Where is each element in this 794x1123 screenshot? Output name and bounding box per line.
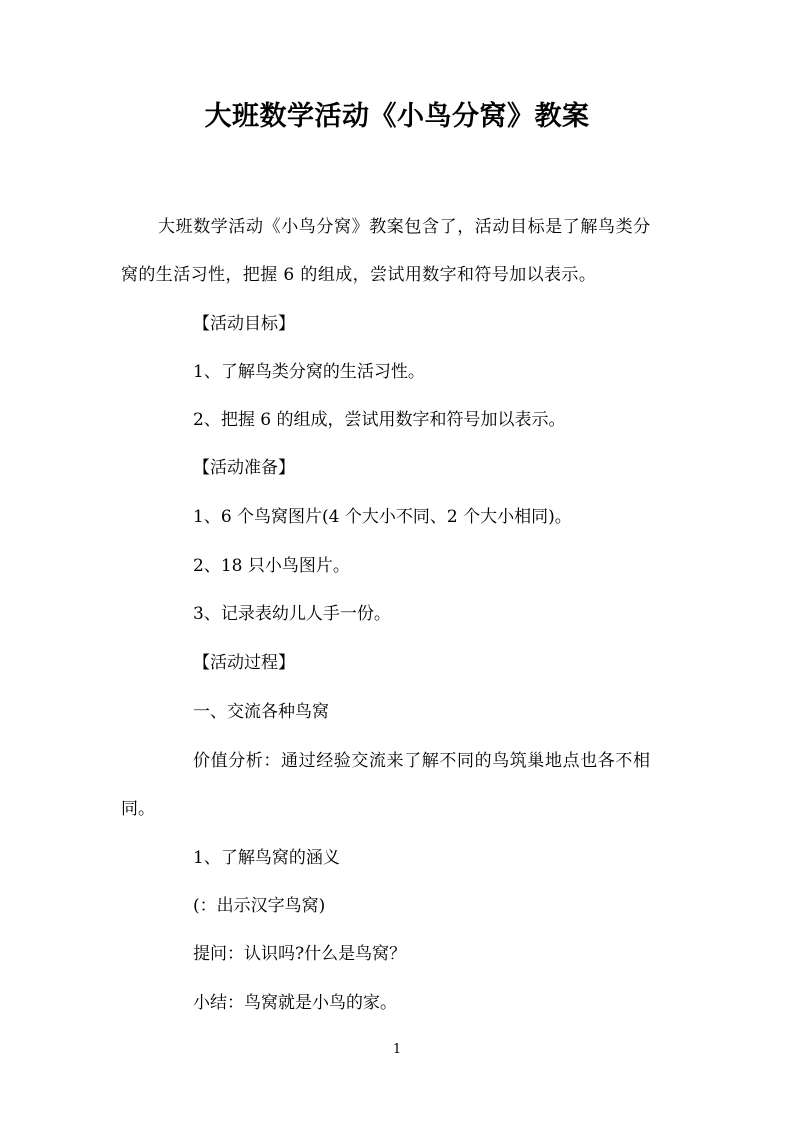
value-analysis-line-2: 同。: [121, 799, 155, 819]
goals-heading: 【活动目标】: [193, 314, 295, 334]
value-analysis-line-1: 价值分析：通过经验交流来了解不同的鸟筑巢地点也各不相: [193, 751, 651, 771]
intro-line-1: 大班数学活动《小鸟分窝》教案包含了，活动目标是了解鸟类分: [158, 217, 651, 237]
preparation-item-3: 3、记录表幼儿人手一份。: [193, 604, 391, 624]
goal-item-2: 2、把握 6 的组成，尝试用数字和符号加以表示。: [193, 410, 566, 430]
process-heading: 【活动过程】: [193, 653, 295, 673]
preparation-item-2: 2、18 只小鸟图片。: [193, 556, 350, 576]
preparation-item-1: 1、6 个鸟窝图片(4 个大小不同、2 个大小相同)。: [193, 507, 572, 527]
page-number: 1: [392, 1042, 402, 1057]
preparation-heading: 【活动准备】: [193, 458, 295, 478]
intro-line-2: 窝的生活习性，把握 6 的组成，尝试用数字和符号加以表示。: [121, 265, 597, 285]
step-1-title: 1、了解鸟窝的涵义: [193, 848, 340, 868]
step-1-summary: 小结：鸟窝就是小鸟的家。: [193, 993, 397, 1013]
process-section-1-title: 一、交流各种鸟窝: [193, 702, 329, 722]
goal-item-1: 1、了解鸟类分窝的生活习性。: [193, 362, 425, 382]
document-title: 大班数学活动《小鸟分窝》教案: [204, 101, 590, 132]
step-1-question: 提问：认识吗?什么是鸟窝？: [193, 944, 407, 964]
step-1-show: (：出示汉字鸟窝): [193, 896, 326, 916]
